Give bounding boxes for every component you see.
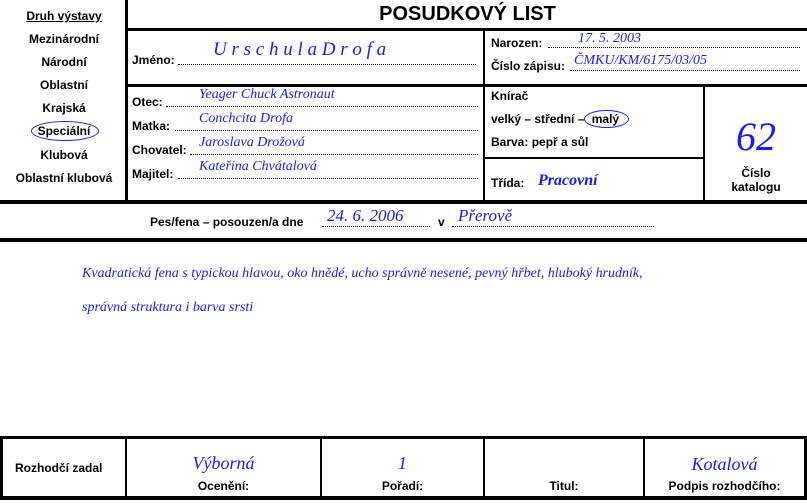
mother-name: Conchcita Drofa [199, 111, 293, 126]
order-value: 1 [398, 453, 407, 473]
judged-prefix: Pes/fena – posouzen/a dne [150, 215, 304, 229]
breeder-label: Chovatel: [132, 143, 187, 157]
sidebar-heading: Druh výstavy [26, 9, 102, 23]
sidebar-item-klubova: Klubová [40, 148, 88, 162]
sidebar-item-mezinarodni: Mezinárodní [28, 32, 99, 46]
mother-label: Matka: [132, 119, 171, 133]
registration-label: Číslo zápisu: [491, 59, 566, 73]
sidebar-item-narodni: Národní [41, 55, 87, 69]
owner-label: Majitel: [132, 167, 174, 181]
father-name: Yeager Chuck Astronaut [199, 87, 335, 102]
catalog-number: 62 [736, 114, 776, 159]
born-date: 17. 5. 2003 [578, 31, 641, 46]
signature-label: Podpis rozhodčího: [668, 479, 781, 493]
judged-in-label: v [438, 215, 445, 229]
size-selected-circle [584, 110, 629, 128]
father-label: Otec: [132, 95, 163, 109]
rating-value: Výborná [192, 453, 255, 473]
title-label: Titul: [549, 479, 579, 493]
sidebar-item-specialni: Speciální [37, 124, 91, 138]
breeder-name: Jaroslava Drožová [199, 135, 305, 150]
coat-color: Barva: pepř a sůl [491, 135, 589, 149]
breed-heading: Knírač [491, 89, 529, 103]
description-line-1: Kvadratická fena s typickou hlavou, oko hnědé, ucho správně nesené, pevný hřbet, hluboký hrudník, [82, 266, 643, 281]
sidebar-item-oblastni-klubova: Oblastní klubová [15, 171, 113, 185]
owner-name: Kateřina Chvátalová [199, 159, 317, 174]
registration-number: ČMKU/KM/6175/03/05 [574, 53, 708, 68]
born-label: Narozen: [491, 36, 543, 50]
judged-date: 24. 6. 2006 [327, 206, 404, 225]
class-value: Pracovní [538, 172, 598, 189]
name-label: Jméno: [132, 53, 175, 67]
size-selected: malý [591, 112, 620, 126]
catalog-label: Číslo katalogu [731, 166, 781, 194]
sidebar-item-oblastni: Oblastní [39, 78, 88, 92]
size-options: velký – střední – malý [491, 112, 623, 126]
sidebar-item-krajska: Krajská [42, 101, 86, 115]
judged-place: Přerově [458, 206, 513, 225]
class-label: Třída: [491, 176, 525, 190]
signature-value: Kotalová [691, 454, 758, 474]
judge-label: Rozhodčí zadal [15, 461, 103, 475]
page-title: POSUDKOVÝ LIST [379, 3, 556, 25]
rating-label: Ocenění: [197, 479, 250, 493]
description-line-2: správná struktura i barva srsti [82, 300, 254, 315]
order-label: Pořadí: [381, 479, 424, 493]
dog-name: U r s c h u l a D r o f a [213, 39, 387, 60]
